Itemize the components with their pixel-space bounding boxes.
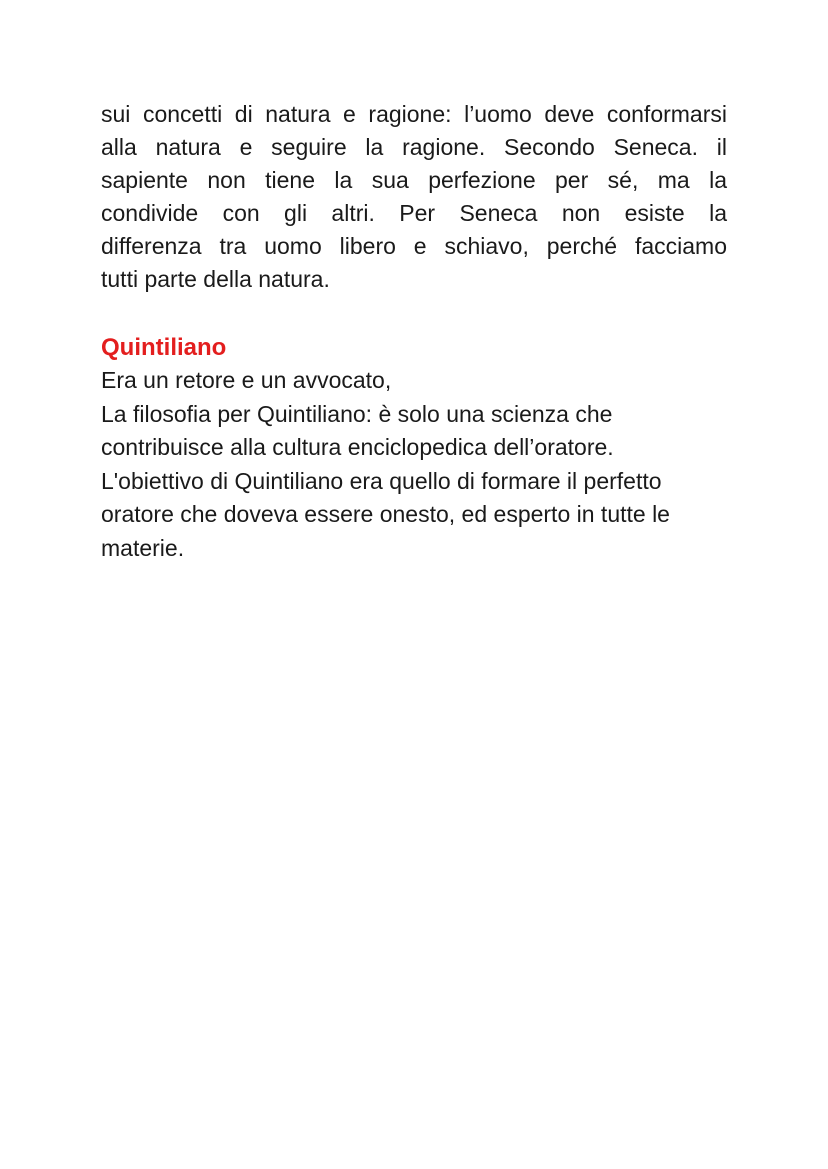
paragraph-line: tutti parte della natura. bbox=[101, 266, 330, 292]
paragraph-line: Era un retore e un avvocato, bbox=[101, 367, 392, 393]
section-heading: Quintiliano bbox=[101, 334, 227, 361]
paragraph-line: sui concetti di natura e ragione: l’uomo deve conformarsi bbox=[101, 101, 727, 127]
paragraph-line: L'obiettivo di Quintiliano era quello di formare il perfetto bbox=[101, 467, 662, 494]
paragraph-line: La filosofia per Quintiliano: è solo una scienza che bbox=[101, 400, 613, 427]
paragraph-line: sapiente non tiene la sua perfezione per sé, ma la bbox=[101, 167, 727, 193]
paragraph-line: contribuisce alla cultura enciclopedica dell’oratore. bbox=[101, 434, 614, 460]
paragraph-line: differenza tra uomo libero e schiavo, perché facciamo bbox=[101, 233, 727, 259]
paragraph-line: oratore che doveva essere onesto, ed esperto in tutte le bbox=[101, 501, 670, 527]
paragraph-line: materie. bbox=[101, 534, 185, 561]
paragraph-line: alla natura e seguire la ragione. Secondo Seneca. il bbox=[101, 134, 727, 160]
paragraph-quintiliano bbox=[101, 364, 727, 565]
paragraph-seneca bbox=[101, 98, 727, 296]
document-page bbox=[101, 98, 727, 565]
paragraph-line: condivide con gli altri. Per Seneca non esiste la bbox=[101, 200, 727, 226]
